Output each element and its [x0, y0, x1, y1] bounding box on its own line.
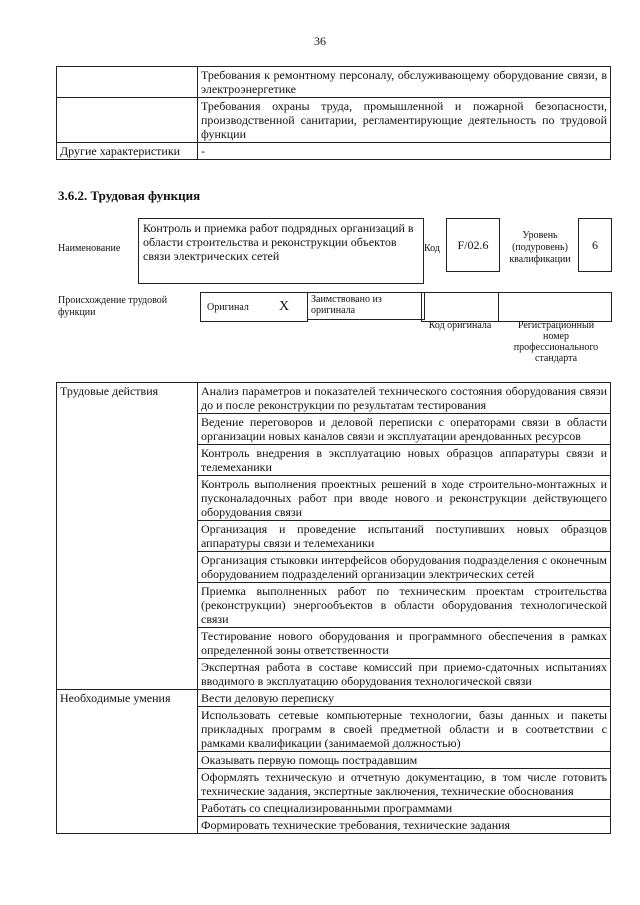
code-label: Код	[424, 243, 440, 254]
name-label: Наименование	[58, 243, 121, 254]
table-cell: Приемка выполненных работ по техническим проектам строительства (реконструкции) энергообъектов в области оборудования технологической связи	[198, 583, 611, 628]
reg-number-label: Регистрационный номер профессионального стандарта	[513, 320, 599, 364]
table-cell: Экспертная работа в составе комиссий при приемо-сдаточных испытаниях вводимого в эксплуатацию оборудования технологической связи	[198, 659, 611, 690]
original-mark: X	[279, 299, 290, 314]
row-text: Требования охраны труда, промышленной и пожарной безопасности, производственной санитарии, регламентирующие деятельность по трудовой функции	[198, 98, 611, 143]
borrowed-cell: Заимствовано из оригинала	[307, 292, 425, 320]
reg-number-cell	[498, 292, 612, 322]
group-label: Трудовые действия	[57, 383, 198, 690]
section-heading: 3.6.2. Трудовая функция	[58, 188, 201, 203]
page-number: 36	[314, 34, 326, 48]
code-original-label: Код оригинала	[428, 320, 492, 331]
table-row	[57, 98, 611, 143]
table-cell: Формировать технические требования, технические задания	[198, 817, 611, 834]
table-cell: Оказывать первую помощь пострадавшим	[198, 752, 611, 769]
original-label: Оригинал	[207, 302, 249, 313]
table-cell: Использовать сетевые компьютерные технологии, базы данных и пакеты прикладных программ в своей предметной области и в соответствии с рамками квалификации (занимаемой должностью)	[198, 707, 611, 752]
level-label: Уровень (подуровень) квалификации	[509, 230, 571, 265]
table-cell: Контроль выполнения проектных решений в ходе строительно-монтажных и пусконаладочных работ при вводе нового и реконструкции действующего оборудования связи	[198, 476, 611, 521]
table-row	[57, 690, 611, 707]
original-cell	[200, 292, 308, 322]
row-label: Другие характеристики	[57, 143, 198, 160]
level-value: 6	[578, 218, 612, 272]
table-row	[57, 67, 611, 98]
code-original-cell	[421, 292, 499, 322]
name-value: Контроль и приемка работ подрядных организаций в области строительства и реконструкции объектов связи электрических сетей	[138, 218, 424, 284]
row-text: Требования к ремонтному персоналу, обслуживающему оборудование связи, в электроэнергетике	[198, 67, 611, 98]
table-cell: Организация и проведение испытаний поступивших новых образцов аппаратуры связи и телемеханики	[198, 521, 611, 552]
table-cell: Организация стыковки интерфейсов оборудования подразделения с оконечным оборудованием подразделений организации электрических сетей	[198, 552, 611, 583]
table-cell: Оформлять техническую и отчетную документацию, в том числе готовить технические задания, экспертные заключения, технические обоснования	[198, 769, 611, 800]
table-row	[57, 143, 611, 160]
origin-label: Происхождение трудовой функции	[58, 295, 168, 318]
table-cell: Ведение переговоров и деловой переписки с операторами связи в области организации новых каналов связи и эксплуатации арендованных ресурсов	[198, 414, 611, 445]
table-cell: Вести деловую переписку	[198, 690, 611, 707]
top-table	[56, 66, 611, 160]
row-label	[57, 67, 198, 98]
main-table	[56, 382, 611, 834]
table-cell: Контроль внедрения в эксплуатацию новых образцов аппаратуры связи и телемеханики	[198, 445, 611, 476]
row-label	[57, 98, 198, 143]
code-value: F/02.6	[446, 218, 500, 272]
row-text: -	[198, 143, 611, 160]
table-cell: Тестирование нового оборудования и программного обеспечения в рамках определенной зоны ответственности	[198, 628, 611, 659]
group-label: Необходимые умения	[57, 690, 198, 834]
table-cell: Анализ параметров и показателей технического состояния оборудования связи до и после реконструкции по результатам тестирования	[198, 383, 611, 414]
table-cell: Работать со специализированными программами	[198, 800, 611, 817]
table-row	[57, 383, 611, 414]
